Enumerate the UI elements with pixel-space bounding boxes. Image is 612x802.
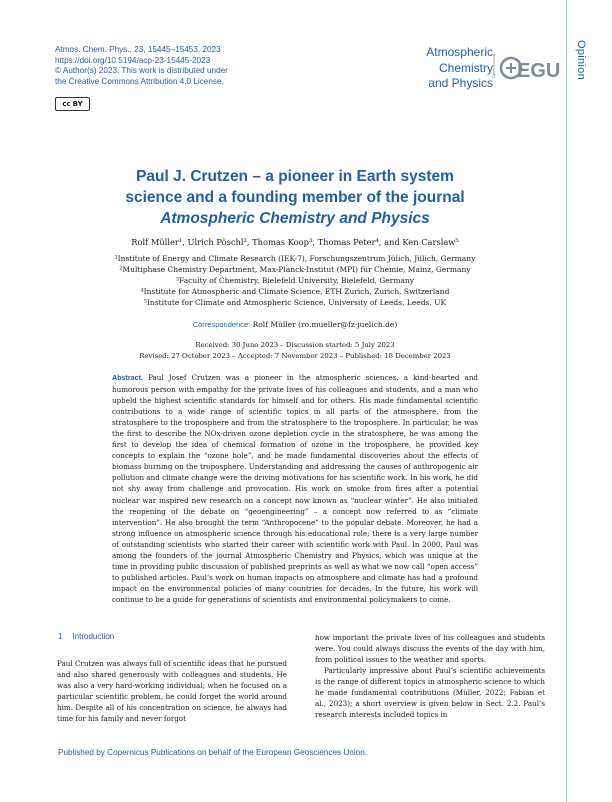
body-text-right-column — [315, 632, 545, 720]
journal-name-line2: Chemistry — [438, 60, 493, 75]
journal-logo-text — [395, 45, 493, 92]
publisher-footer: Published by Copernicus Publications on behalf of the European Geosciences Union. — [58, 748, 368, 757]
body-text-left-column: Paul Crutzen was always full of scientific ideas that he pursued and also shared generously with colleagues and students. He was also a very hard-working individual; when he focused on a particular scientific problem, he could forget the world around him. Despite all of his concentration on science, he always had time for his family and never forgot — [57, 659, 287, 724]
dates-line2: Revised: 27 October 2023 – Accepted: 7 November 2023 – Published: 18 December 2023 — [139, 352, 451, 360]
by-icon: BY — [72, 100, 83, 108]
abstract — [112, 372, 478, 605]
abstract-label: Abstract. — [112, 374, 143, 382]
abstract-text: Paul Josef Crutzen was a pioneer in the atmospheric sciences, a kind-hearted and humorous person with empathy for the private lives of his colleagues and students, and a man who upheld the highest scientific standards for himself and for others. His made fundamental scientific contributions to a wide range of scientific topics in all parts of the atmosphere, from the stratosphere to the troposphere and from the stratosphere to the troposphere. In particular, he was the first to describe the NOx-driven ozone depletion cycle in the stratosphere, he was among the first to develop the idea of chemical formation of ozone in the troposphere, he provided key concepts to explain the “ozone hole”, and he made fundamental discoveries about the effects of biomass burning on the troposphere. Understanding and addressing the causes of anthropogenic air pollution and climate change were the driving motivations for his scientific work. In his work, he did not shy away from challenge and provocation. His work on smoke from fires after a potential nuclear war inspired new research on a concept now known as “nuclear winter”. He also initiated the reopening of the debate on “geoengineering” – a concept now referred to as “climate intervention”. He also brought the term “Anthropocene” to the popular debate. Moreover, he had a strong influence on atmospheric science through his educational role; there is a very large number of outstanding scientists who started their career with scientific work with Paul. In 2000, Paul was among the founders of the journal Atmospheric Chemistry and Physics, which was unique at the time in providing public discussion of published preprints as well as what we now call “open access” to published articles. Paul’s work on human impacts on atmosphere and climate has had a profound impact on the environmental policies of many countries for decades. In the future, his work will continue to be a guide for generations of scientists and environmental policymakers to come. — [112, 373, 478, 604]
title-line2: science and a founding member of the journal — [125, 189, 465, 206]
title-line3: Atmospheric Chemistry and Physics — [160, 210, 430, 227]
egu-logo-text: EGU — [517, 60, 561, 82]
section-heading — [58, 632, 124, 641]
doi-link[interactable]: https://doi.org/10.5194/acp-23-15445-2023 — [55, 55, 211, 65]
side-divider — [566, 0, 567, 802]
title-line1: Paul J. Crutzen – a pioneer in Earth system — [136, 168, 454, 185]
correspondence-label: Correspondence: — [192, 320, 251, 329]
author-list: Rolf Müller¹, Ulrich Pöschl², Thomas Koop³, Thomas Peter⁴, and Ken Carslaw⁵ — [131, 237, 459, 247]
cc-icon: cc — [62, 100, 71, 108]
egu-logo — [500, 48, 561, 88]
affiliation-list — [60, 253, 530, 308]
dates-line1: Received: 30 June 2023 – Discussion started: 5 July 2023 — [195, 341, 395, 349]
correspondence — [60, 320, 530, 329]
open-access-label: Open Access — [491, 54, 496, 78]
license-link[interactable]: the Creative Commons Attribution 4.0 License. — [55, 76, 224, 86]
section-title: Introduction — [72, 632, 115, 641]
paragraph: Particularly impressive about Paul’s scientific achievements is the range of different topics in atmospheric science to which he made fundamental contributions (Müller, 2022; Fabian et al., 2023); a short overview is given below in Sect. 2.2. Paul’s research interests included topics in — [315, 666, 545, 720]
cc-by-license-icon[interactable] — [55, 97, 90, 111]
publication-dates — [60, 340, 530, 362]
article-type-label: Opinion — [575, 40, 587, 81]
correspondence-text[interactable]: Rolf Müller (ro.mueller@fz-juelich.de) — [252, 320, 398, 329]
journal-name-line3: and Physics — [428, 76, 493, 90]
affiliation-item: ⁵Institute for Climate and Atmospheric Science, University of Leeds, Leeds, UK — [143, 298, 447, 307]
journal-name-line1: Atmospheric — [426, 45, 493, 59]
article-title — [60, 166, 530, 229]
affiliation-item: ³Faculty of Chemistry, Bielefeld University, Bielefeld, Germany — [176, 276, 414, 285]
section-number: 1 — [58, 632, 63, 641]
article-header-info — [55, 45, 228, 87]
affiliation-item: ⁴Institute for Atmospheric and Climate Science, ETH Zurich, Zurich, Switzerland — [140, 287, 450, 296]
citation: Atmos. Chem. Phys., 23, 15445–15453, 2023 — [55, 45, 221, 54]
affiliation-item: ¹Institute of Energy and Climate Research (IEK-7), Forschungszentrum Jülich, Jülich, Germany — [114, 254, 476, 263]
copyright-notice: © Author(s) 2023. This work is distributed under — [55, 66, 228, 76]
egu-logo-mark — [506, 63, 516, 73]
paragraph: how important the private lives of his colleagues and students were. You could always discuss the events of the day with him, from political issues to the weather and sports. — [315, 633, 545, 665]
affiliation-item: ²Multiphase Chemistry Department, Max-Planck-Institut (MPI) für Chemie, Mainz, Germany — [119, 265, 471, 274]
